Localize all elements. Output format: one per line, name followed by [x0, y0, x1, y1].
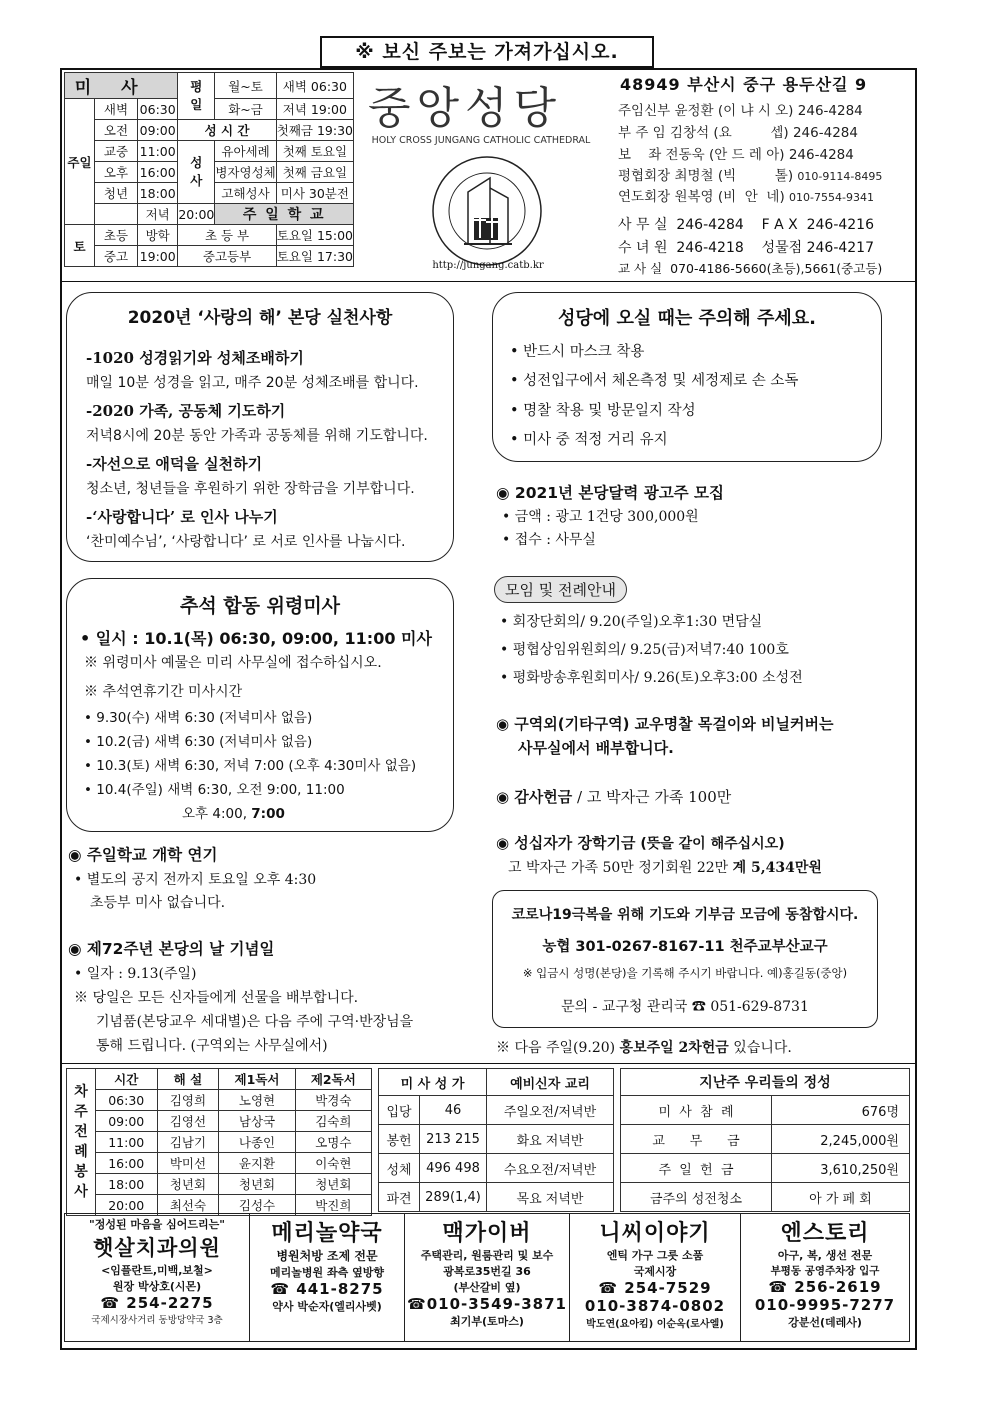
sunday-mass-time: 16:00	[138, 162, 178, 183]
chuseok-date: • 일시 : 10.1(목) 06:30, 09:00, 11:00 미사	[80, 629, 432, 648]
duty-header: 해 설	[157, 1069, 219, 1090]
practice-item-body: 저녁8시에 20분 동안 가족과 공동체를 위해 기도합니다.	[86, 428, 428, 444]
covid-note: ※ 입금시 성명(본당)을 기록해 주시기 바랍니다. 예)홍길동(중앙)	[522, 966, 848, 980]
meeting-item: • 회장단회의/ 9.20(주일)오후1:30 면담실	[500, 614, 763, 630]
staff-line: 평협회장 최명철 (빅 톨) 010-9114-8495	[618, 168, 883, 184]
catechism-header: 예비신자 교리	[487, 1069, 614, 1096]
next-week-notice: ※ 다음 주일(9.20) 홍보주일 2차헌금 있습니다.	[496, 1040, 792, 1056]
sunday-mass-time: 06:30	[138, 99, 178, 120]
church-website-link[interactable]: http://jungang.catb.kr	[432, 260, 544, 271]
necklace-notice: ◉ 구역외(기타구역) 교우명찰 목걸이와 비닐커버는	[496, 715, 834, 733]
weekday-days: 화~금	[215, 99, 276, 120]
hymn-row: 성체 496 498 수요오전/저녁반	[379, 1154, 614, 1183]
sunday-mass-time: 18:00	[138, 183, 178, 204]
duty-side-label: 차 주 전 례 봉 사	[67, 1069, 96, 1216]
offering-row: 미 사 참 례 676명	[621, 1096, 910, 1125]
calendar-ad-line: • 접수 : 사무실	[502, 532, 596, 548]
weekday-days: 월~토	[215, 73, 276, 99]
duty-row: 09:00 김영선 남상국 김숙희	[67, 1111, 372, 1132]
practice-item-body: 청소년, 청년들을 후원하기 위한 장학금을 기부합니다.	[86, 481, 415, 497]
sunday-label: 주일	[65, 99, 95, 225]
saturday-mass-time: 19:00	[138, 246, 178, 267]
necklace-notice-2: 사무실에서 배부합니다.	[518, 739, 674, 757]
school-when: 토요일 15:00	[276, 225, 353, 246]
sacrament-name: 병자영성체	[215, 162, 276, 183]
hymn-header: 미 사 성 가	[379, 1069, 487, 1096]
staff-line: 주임신부 윤정환 (이 냐 시 오) 246-4284	[618, 103, 863, 119]
caution-title: 성당에 오실 때는 주의해 주세요.	[558, 308, 816, 329]
take-bulletin-notice: ※ 보신 주보는 가져가십시오.	[320, 36, 654, 68]
hymn-catechism-table	[378, 1068, 614, 1212]
meetings-title: 모임 및 전례안내	[494, 576, 627, 603]
holiday-head: ※ 추석연휴기간 미사시간	[84, 684, 243, 700]
saturday-mass-name: 중고	[94, 246, 137, 267]
duty-row: 11:00 김남기 나종인 오명수	[67, 1132, 372, 1153]
duty-header: 제2독서	[295, 1069, 371, 1090]
staff-line: 연도회장 원복영 (비 안 네) 010-7554-9341	[618, 189, 874, 205]
chuseok-note: ※ 위령미사 예물은 미리 사무실에 접수하십시오.	[84, 655, 382, 671]
staff-line: 보 좌 전동욱 (안 드 레 아) 246-4284	[618, 147, 854, 163]
anniversary-line: 통해 드립니다. (구역외는 사무실에서)	[96, 1038, 328, 1054]
thanks-offering: ◉ 감사헌금 / 고 박자근 가족 100만	[496, 788, 732, 806]
hymn-row: 입당 46 주일오전/저녁반	[379, 1096, 614, 1125]
saturday-mass-time: 방학	[138, 225, 178, 246]
covid-contact: 문의 - 교구청 관리국 ☎ 051-629-8731	[561, 999, 809, 1015]
sacrament-name: 고해성사	[215, 183, 276, 204]
hymn-row: 봉헌 213 215 화요 저녁반	[379, 1125, 614, 1154]
sunday-mass-time: 09:00	[138, 120, 178, 141]
caution-item: • 반드시 마스크 착용	[510, 344, 645, 360]
chuseok-title: 추석 합동 위령미사	[179, 595, 341, 617]
caution-item: • 미사 중 적정 거리 유지	[510, 432, 668, 448]
sunday-mass-name: 오전	[94, 120, 137, 141]
caution-item: • 명찰 착용 및 방문일지 작성	[510, 403, 696, 419]
saturday-mass-name: 초등	[94, 225, 137, 246]
ad-macgyver: 맥가이버 주택관리, 원룸관리 및 보수 광복로35번길 36 (부산갈비 옆) ☎010-3549-3871 최기부(토마스)	[405, 1214, 570, 1342]
meeting-item: • 평화방송후원회미사/ 9.26(토)오후3:00 소성전	[500, 670, 803, 686]
sunday-mass-time: 20:00	[178, 204, 215, 225]
practice-item-head: -2020 가족, 공동체 기도하기	[86, 402, 286, 420]
meeting-item: • 평협상임위원회의/ 9.25(금)저녁7:40 100호	[500, 642, 789, 658]
church-english-name: HOLY CROSS JUNGANG CATHOLIC CATHEDRAL	[371, 135, 591, 146]
sponsor-ads	[64, 1213, 910, 1342]
sunday-mass-name: 청년	[94, 183, 137, 204]
sacrament-when: 첫째 토요일	[276, 141, 353, 162]
sunday-mass-time: 11:00	[138, 141, 178, 162]
sunday-school-line: 초등부 미사 없습니다.	[90, 895, 226, 911]
teacher-room-phone: 교 사 실 070-4186-5660(초등),5661(중고등)	[618, 261, 883, 276]
holiday-mass: • 10.3(토) 새벽 6:30, 저녁 7:00 (오후 4:30미사 없음)	[84, 758, 417, 774]
practice-item-head: -자선으로 애덕을 실천하기	[86, 455, 263, 473]
sunday-mass-name: 오후	[94, 162, 137, 183]
offering-row: 교 무 금 2,245,000원	[621, 1125, 910, 1154]
sunday-school-head: 주 일 학 교	[215, 204, 354, 225]
offering-row: 주 일 헌 금 3,610,250원	[621, 1154, 910, 1183]
sunday-mass-name: 저녁	[138, 204, 178, 225]
school-dept: 초 등 부	[178, 225, 276, 246]
covid-title: 코로나19극복을 위해 기도와 기부금 모금에 동참합시다.	[511, 907, 859, 923]
anniversary-line: • 일자 : 9.13(주일)	[74, 966, 197, 982]
church-name: 중앙성당	[368, 83, 563, 134]
sunday-mass-name: 교중	[94, 141, 137, 162]
weekday-mass: 새벽 06:30	[276, 73, 353, 99]
holy-hour-value: 첫째금 19:30	[276, 120, 353, 141]
calendar-ad-line: • 금액 : 광고 1건당 300,000원	[502, 509, 699, 525]
ad-antique-story: 니씨이야기 엔틱 가구 그릇 소품 국제시장 ☎ 254-7529 010-3874-0802 박도연(요아킴) 이순옥(로사엘)	[570, 1214, 741, 1342]
ad-enstory: 엔스토리 아구, 복, 생선 전문 부평동 공영주차장 입구 ☎ 256-2619 010-9995-7277 강분선(데레사)	[741, 1214, 910, 1342]
weekday-mass: 저녁 19:00	[276, 99, 353, 120]
school-dept: 중고등부	[178, 246, 276, 267]
offering-table	[620, 1068, 910, 1212]
duty-header: 제1독서	[219, 1069, 295, 1090]
sacrament-head: 성 사	[178, 141, 215, 204]
offering-title: 지난주 우리들의 정성	[621, 1069, 910, 1096]
holiday-mass: • 9.30(수) 새벽 6:30 (저녁미사 없음)	[84, 710, 313, 726]
duty-row: 18:00 청년회 청년회 청년회	[67, 1174, 372, 1195]
duty-row: 06:30 김영희 노영현 박경숙	[67, 1090, 372, 1111]
holiday-mass-last: 오후 4:00, 7:00	[182, 806, 285, 822]
holy-hour-head: 성 시 간	[178, 120, 276, 141]
office-phone: 사 무 실 246-4284 F A X 246-4216	[618, 217, 874, 233]
sunday-school-title: ◉ 주일학교 개학 연기	[68, 846, 218, 864]
mass-schedule-table	[64, 72, 354, 267]
ad-pharmacy: 메리놀약국 병원처방 조제 전문 메리놀병원 좌측 옆방향 ☎ 441-8275 약사 박순자(엘리사벳)	[250, 1214, 405, 1342]
anniversary-line: 기념품(본당교우 세대별)은 다음 주에 구역·반장님을	[96, 1014, 414, 1030]
bottom-divider	[60, 1063, 915, 1064]
sunday-school-line: • 별도의 공지 전까지 토요일 오후 4:30	[74, 872, 317, 888]
practice-title: 2020년 ‘사랑의 해’ 본당 실천사항	[127, 308, 393, 328]
anniversary-title: ◉ 제72주년 본당의 날 기념일	[68, 940, 275, 958]
covid-account: 농협 301-0267-8167-11 천주교부산교구	[542, 939, 828, 955]
anniversary-line: ※ 당일은 모든 신자들에게 선물을 배부합니다.	[74, 990, 359, 1006]
header-divider	[60, 281, 915, 282]
sacrament-when: 첫째 금요일	[276, 162, 353, 183]
scholarship-title: ◉ 성십자가 장학기금 (뜻을 같이 해주십시오)	[496, 834, 785, 852]
hymn-row: 파견 289(1,4) 목요 저녁반	[379, 1183, 614, 1212]
weekday-head: 평 일	[178, 73, 215, 120]
practice-item-head: -1020 성경읽기와 성체조배하기	[86, 349, 304, 367]
practice-item-body: 매일 10분 성경을 읽고, 매주 20분 성체조배를 합니다.	[86, 375, 419, 391]
practice-item-head: -‘사랑합니다’ 로 인사 나누기	[86, 508, 278, 526]
ad-dental-clinic: "정성된 마음을 심어드리는" 햇살치과의원 <임플란트,미백,보철> 원장 박상호(시몬) ☎ 254-2275 국제시장사거리 동방당약국 3층	[65, 1214, 250, 1342]
holiday-mass: • 10.2(금) 새벽 6:30 (저녁미사 없음)	[84, 734, 313, 750]
practice-item-body: ‘찬미예수님’, ‘사랑합니다’ 로 서로 인사를 나눕시다.	[86, 534, 406, 550]
staff-line: 부 주 임 김창석 (요 셉) 246-4284	[618, 125, 858, 141]
duty-header: 시간	[96, 1069, 158, 1090]
offering-row: 금주의 성전청소 아 가 페 회	[621, 1183, 910, 1212]
church-emblem-icon	[428, 152, 546, 270]
duty-row: 16:00 박미선 윤지환 이숙현	[67, 1153, 372, 1174]
sacrament-name: 유아세례	[215, 141, 276, 162]
liturgy-duty-table	[66, 1068, 372, 1216]
sacrament-when: 미사 30분전	[276, 183, 353, 204]
scholarship-line: 고 박자근 가족 50만 정기회원 22만 계 5,434만원	[508, 860, 822, 876]
sunday-mass-name: 새벽	[94, 99, 137, 120]
school-when: 토요일 17:30	[276, 246, 353, 267]
convent-phone: 수 녀 원 246-4218 성물점 246-4217	[618, 240, 875, 256]
church-address: 48949 부산시 중구 용두산길 9	[620, 75, 868, 94]
calendar-ad-title: ◉ 2021년 본당달력 광고주 모집	[496, 484, 724, 502]
saturday-label: 토	[65, 225, 95, 267]
caution-item: • 성전입구에서 체온측정 및 세정제로 손 소독	[510, 373, 799, 389]
mass-title: 미사	[65, 73, 178, 99]
holiday-mass: • 10.4(주일) 새벽 6:30, 오전 9:00, 11:00	[84, 782, 345, 798]
duty-row: 20:00 최선숙 김성수 박진희	[67, 1195, 372, 1216]
